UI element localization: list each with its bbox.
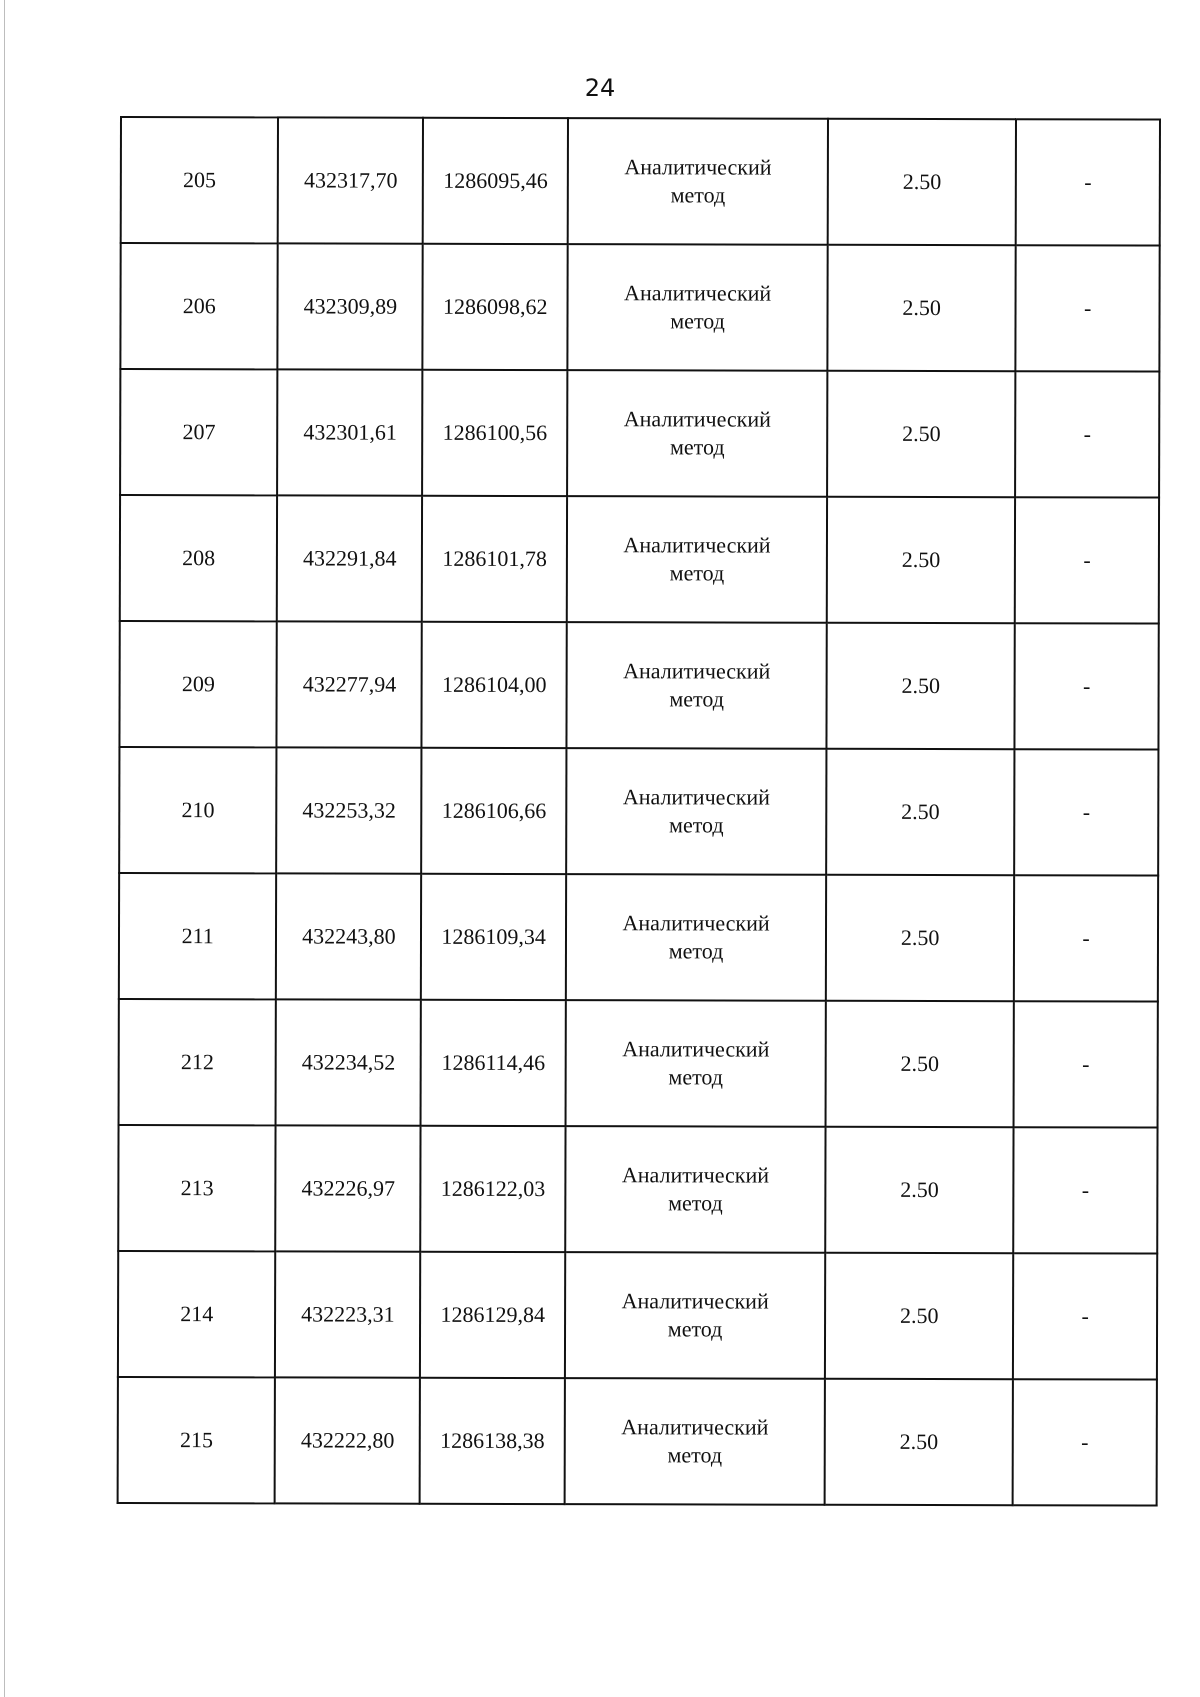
x-coordinate-cell: 432291,84 <box>277 495 422 621</box>
point-number-cell: 207 <box>120 369 278 495</box>
y-coordinate-cell: 1286098,62 <box>423 244 568 370</box>
table-row <box>119 621 1158 750</box>
y-coordinate-cell: 1286106,66 <box>421 748 566 874</box>
point-number-cell: 209 <box>119 621 277 747</box>
method-cell <box>567 244 827 371</box>
method-line-1: Аналитический <box>624 154 772 180</box>
x-coordinate-cell: 432317,70 <box>278 117 423 243</box>
note-cell: - <box>1013 1253 1157 1379</box>
accuracy-cell: 2.50 <box>827 623 1015 749</box>
point-number-cell: 212 <box>119 999 277 1125</box>
note-cell: - <box>1015 371 1159 497</box>
coordinates-table <box>117 116 1161 1507</box>
method-cell <box>566 748 826 875</box>
method-line-2: метод <box>668 1064 724 1090</box>
x-coordinate-cell: 432223,31 <box>275 1251 420 1377</box>
x-coordinate-cell: 432226,97 <box>276 1125 421 1251</box>
note-cell: - <box>1014 1001 1158 1127</box>
table-row <box>120 243 1159 372</box>
method-line-2: метод <box>670 308 725 334</box>
accuracy-cell: 2.50 <box>826 1001 1014 1127</box>
x-coordinate-cell: 432277,94 <box>277 621 422 747</box>
method-cell <box>566 874 826 1001</box>
accuracy-cell: 2.50 <box>827 497 1015 623</box>
method-line-2: метод <box>669 812 724 838</box>
y-coordinate-cell: 1286122,03 <box>421 1126 566 1252</box>
method-line-1: Аналитический <box>623 532 771 558</box>
method-line-1: Аналитический <box>622 1036 770 1062</box>
method-line-2: метод <box>668 938 724 964</box>
table-row <box>118 1377 1157 1506</box>
note-cell: - <box>1016 119 1160 245</box>
method-line-1: Аналитический <box>623 658 771 684</box>
note-cell: - <box>1015 623 1159 749</box>
table-row <box>120 369 1159 498</box>
y-coordinate-cell: 1286095,46 <box>423 118 568 244</box>
method-line-1: Аналитический <box>622 784 771 810</box>
y-coordinate-cell: 1286129,84 <box>420 1252 565 1378</box>
scan-edge-line <box>4 0 5 1697</box>
method-line-1: Аналитический <box>621 1288 769 1314</box>
y-coordinate-cell: 1286101,78 <box>422 496 567 622</box>
y-coordinate-cell: 1286114,46 <box>421 1000 566 1126</box>
page-number: 24 <box>584 74 616 102</box>
accuracy-cell: 2.50 <box>825 1127 1013 1253</box>
point-number-cell: 211 <box>119 873 277 999</box>
note-cell: - <box>1013 1127 1157 1253</box>
note-cell: - <box>1014 749 1158 875</box>
point-number-cell: 213 <box>118 1125 276 1251</box>
method-line-1: Аналитический <box>624 280 772 306</box>
table-row <box>121 117 1160 246</box>
point-number-cell: 210 <box>119 747 277 873</box>
accuracy-cell: 2.50 <box>825 1379 1013 1505</box>
method-cell <box>567 496 827 623</box>
method-line-2: метод <box>669 686 724 712</box>
method-line-2: метод <box>667 1316 723 1342</box>
method-line-2: метод <box>667 1442 723 1468</box>
x-coordinate-cell: 432222,80 <box>275 1377 420 1503</box>
accuracy-cell: 2.50 <box>827 245 1015 371</box>
x-coordinate-cell: 432234,52 <box>276 999 421 1125</box>
point-number-cell: 208 <box>120 495 278 621</box>
accuracy-cell: 2.50 <box>827 371 1015 497</box>
y-coordinate-cell: 1286109,34 <box>421 874 566 1000</box>
accuracy-cell: 2.50 <box>825 1253 1013 1379</box>
method-line-2: метод <box>670 182 726 208</box>
point-number-cell: 205 <box>121 117 279 243</box>
method-line-2: метод <box>669 560 725 586</box>
y-coordinate-cell: 1286100,56 <box>422 370 567 496</box>
method-line-1: Аналитический <box>621 1162 770 1188</box>
table-row <box>119 747 1158 876</box>
method-cell <box>565 1126 825 1253</box>
accuracy-cell: 2.50 <box>826 875 1014 1001</box>
point-number-cell: 215 <box>118 1377 276 1503</box>
method-line-1: Аналитический <box>621 1414 769 1440</box>
note-cell: - <box>1014 875 1158 1001</box>
note-cell: - <box>1013 1379 1157 1505</box>
method-cell <box>568 118 828 245</box>
table-row <box>118 1251 1157 1380</box>
x-coordinate-cell: 432301,61 <box>278 369 423 495</box>
method-cell <box>565 1378 825 1505</box>
accuracy-cell: 2.50 <box>826 749 1014 875</box>
accuracy-cell: 2.50 <box>828 119 1016 245</box>
x-coordinate-cell: 432309,89 <box>278 243 423 369</box>
x-coordinate-cell: 432253,32 <box>277 747 422 873</box>
y-coordinate-cell: 1286104,00 <box>422 622 567 748</box>
method-cell <box>567 370 827 497</box>
method-line-2: метод <box>669 434 725 460</box>
method-line-2: метод <box>668 1190 723 1216</box>
method-line-1: Аналитический <box>622 910 770 936</box>
point-number-cell: 214 <box>118 1251 276 1377</box>
table-row <box>119 873 1158 1002</box>
method-cell <box>566 1000 826 1127</box>
table-row <box>118 1125 1157 1254</box>
x-coordinate-cell: 432243,80 <box>276 873 421 999</box>
method-cell <box>565 1252 825 1379</box>
note-cell: - <box>1015 497 1159 623</box>
table-row <box>120 495 1159 624</box>
table-row <box>119 999 1158 1128</box>
method-cell <box>567 622 827 749</box>
y-coordinate-cell: 1286138,38 <box>420 1378 565 1504</box>
point-number-cell: 206 <box>120 243 278 369</box>
method-line-1: Аналитический <box>623 406 771 432</box>
coordinates-table-body <box>118 117 1160 1506</box>
note-cell: - <box>1016 245 1160 371</box>
